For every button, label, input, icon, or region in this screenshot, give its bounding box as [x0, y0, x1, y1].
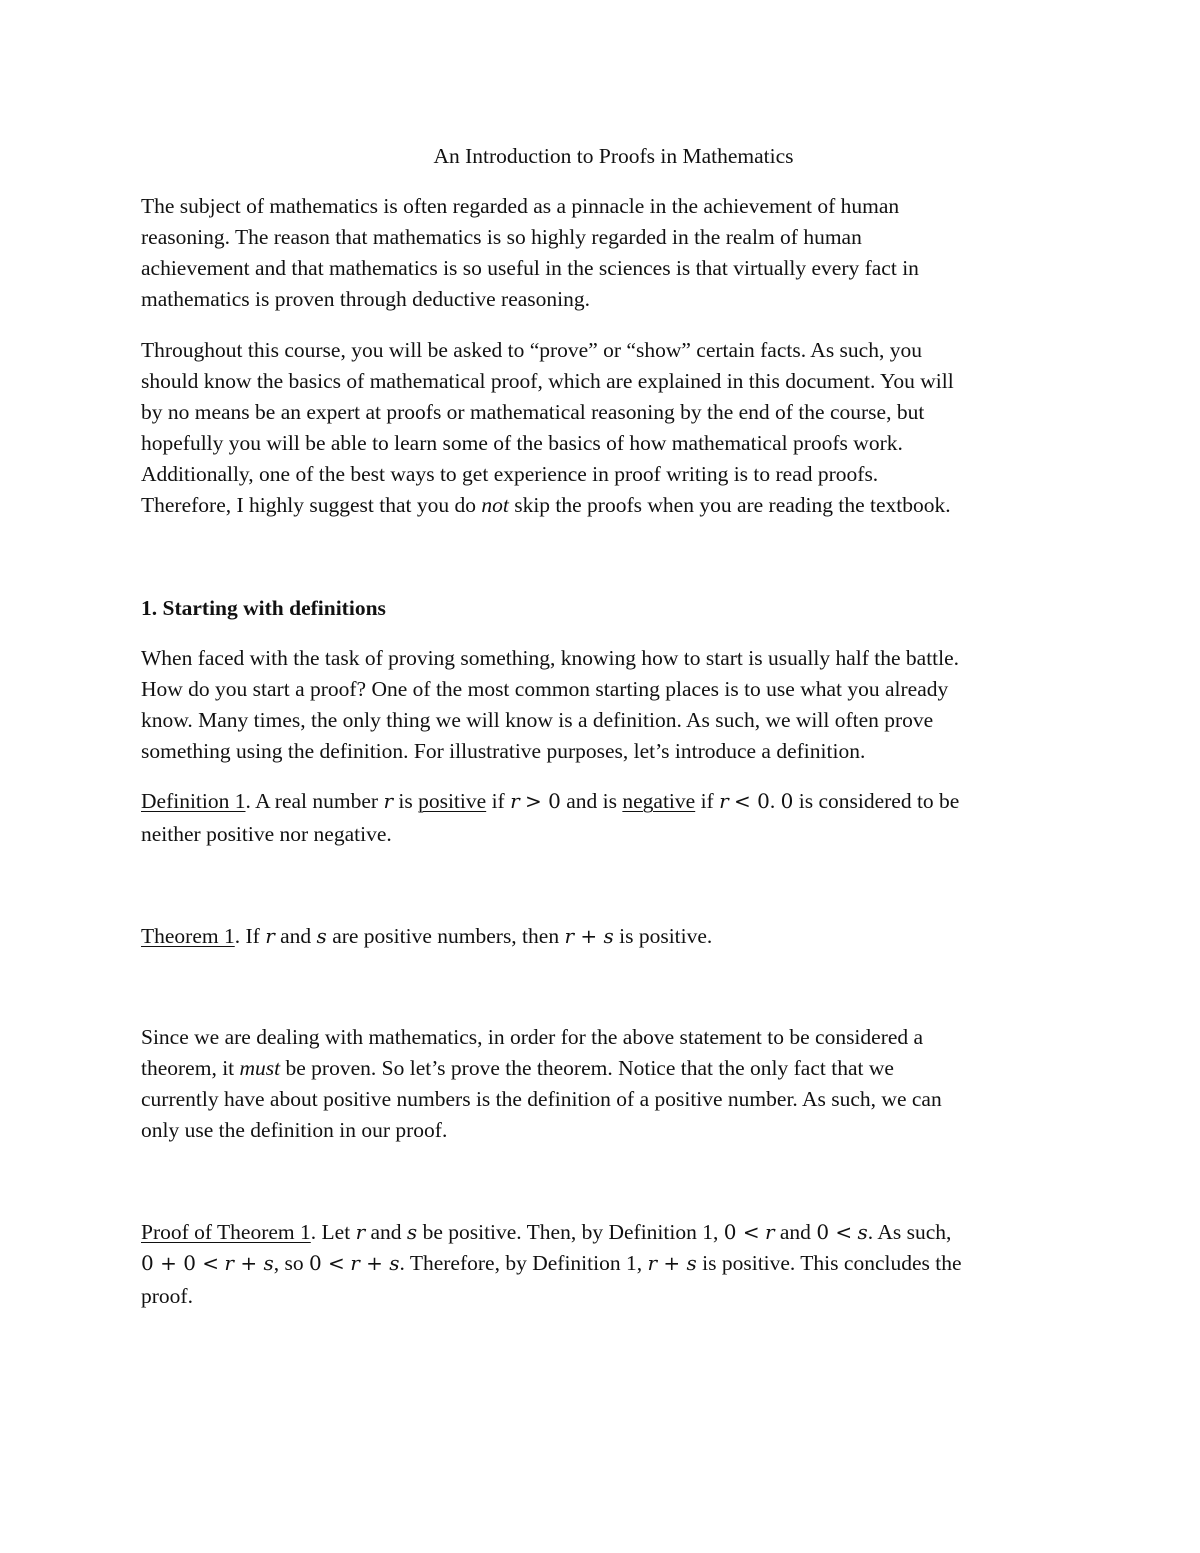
intro-p1-line-1: The subject of mathematics is often regarded as a pinnacle in the achievement of human [141, 194, 900, 218]
math-zero-lt: 0 < [308, 1251, 345, 1275]
math-r: r [510, 789, 520, 813]
math-r: r [265, 924, 275, 948]
proof-label: Proof of Theorem 1 [141, 1220, 311, 1244]
text-run: . A real number [245, 789, 384, 813]
intro-p2-line-1: Throughout this course, you will be asked to “prove” or “show” certain facts. As such, you [141, 338, 922, 362]
term-positive: positive [418, 789, 487, 813]
term-negative: negative [622, 789, 696, 813]
math-lt-zero: < 0 [734, 789, 770, 813]
text-run: and [274, 924, 317, 948]
para2-line-2 [141, 1053, 894, 1084]
section-para-line-1: When faced with the task of proving something, knowing how to start is usually half the battle. [141, 646, 960, 670]
para2-line-4: only use the definition in our proof. [141, 1118, 448, 1142]
math-zero-lt: 0 < [816, 1220, 853, 1244]
definition-label: Definition 1 [141, 789, 246, 813]
text-run: is positive. This concludes the [696, 1251, 962, 1275]
para2-line-3: currently have about positive numbers is the definition of a positive number. As such, we can [141, 1087, 942, 1111]
emphasis-must: must [239, 1056, 281, 1080]
math-r: r [719, 789, 729, 813]
text-run: . As such, [867, 1220, 952, 1244]
math-zero-plus-zero-lt: 0 + 0 < [141, 1251, 220, 1275]
intro-p2-line-3: by no means be an expert at proofs or mathematical reasoning by the end of the course, but [141, 400, 925, 424]
section-para-line-4: something using the definition. For illustrative purposes, let’s introduce a definition. [141, 739, 866, 763]
intro-p2-line-4: hopefully you will be able to learn some of the basics of how mathematical proofs work. [141, 431, 903, 455]
definition-line-1 [141, 786, 959, 817]
proof-line-2 [141, 1248, 962, 1279]
math-zero: 0 [780, 789, 794, 813]
text-run: is considered to be [793, 789, 960, 813]
math-s: s [406, 1220, 418, 1244]
text-run: are positive numbers, then [326, 924, 565, 948]
math-r-plus-s: r + s [564, 924, 614, 948]
math-r-plus-s: r + s [350, 1251, 400, 1275]
intro-p1-line-4: mathematics is proven through deductive reasoning. [141, 287, 590, 311]
intro-p1-line-3: achievement and that mathematics is so useful in the sciences is that virtually every fact in [141, 256, 919, 280]
math-s: s [857, 1220, 868, 1244]
intro-p2-line-2: should know the basics of mathematical proof, which are explained in this document. You will [141, 369, 954, 393]
text-run: and [365, 1220, 407, 1244]
math-r-plus-s: r + s [647, 1251, 697, 1275]
theorem-label: Theorem 1 [141, 924, 235, 948]
math-r-plus-s: r + s [224, 1251, 274, 1275]
text-run: , so [273, 1251, 309, 1275]
text-run: . [769, 789, 781, 813]
section-heading: 1. Starting with definitions [141, 596, 386, 620]
definition-line-2: neither positive nor negative. [141, 822, 392, 846]
intro-p1-line-2: reasoning. The reason that mathematics is so highly regarded in the realm of human [141, 225, 862, 249]
text-run: . Let [310, 1220, 356, 1244]
section-para-line-3: know. Many times, the only thing we will know is a definition. As such, we will often prove [141, 708, 934, 732]
text-run: skip the proofs when you are reading the textbook. [508, 493, 951, 517]
text-run: and [774, 1220, 817, 1244]
math-zero-lt: 0 < [723, 1220, 760, 1244]
text-run: be proven. So let’s prove the theorem. Notice that the only fact that we [280, 1056, 894, 1080]
text-run: be positive. Then, by Definition 1, [417, 1220, 724, 1244]
text-run: is [393, 789, 419, 813]
para2-line-1: Since we are dealing with mathematics, in order for the above statement to be considered a [141, 1025, 924, 1049]
text-run: and is [560, 789, 623, 813]
text-run: . If [234, 924, 266, 948]
proof-line-3: proof. [141, 1284, 193, 1308]
intro-p2-line-5: Additionally, one of the best ways to get experience in proof writing is to read proofs. [141, 462, 879, 486]
theorem-line [141, 921, 712, 952]
text-run: Therefore, I highly suggest that you do [141, 493, 482, 517]
text-run: theorem, it [141, 1056, 240, 1080]
intro-p2-line-6 [141, 490, 951, 521]
text-run: . Therefore, by Definition 1, [399, 1251, 648, 1275]
math-r: r [355, 1220, 366, 1244]
section-para-line-2: How do you start a proof? One of the most common starting places is to use what you already [141, 677, 949, 701]
text-run: is positive. [613, 924, 713, 948]
math-s: s [316, 924, 327, 948]
document-title: An Introduction to Proofs in Mathematics [433, 144, 794, 168]
proof-line-1 [141, 1217, 951, 1248]
emphasis-not: not [481, 493, 509, 517]
math-gt-zero: > 0 [525, 789, 561, 813]
text-run: if [486, 789, 511, 813]
math-r: r [383, 789, 393, 813]
math-r: r [764, 1220, 775, 1244]
text-run: if [695, 789, 720, 813]
